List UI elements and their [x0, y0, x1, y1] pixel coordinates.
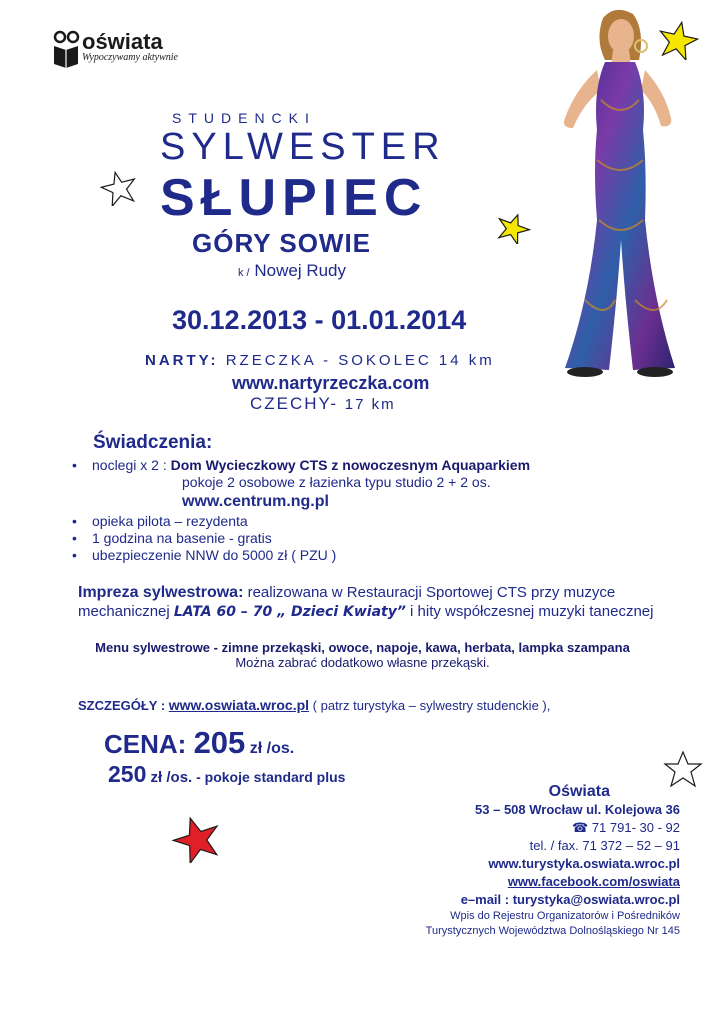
lodging-prefix: noclegi x 2 : — [92, 457, 171, 473]
lodging-place: Dom Wycieczkowy CTS z nowoczesnym Aquaparkiem — [170, 457, 531, 473]
ski-line — [145, 352, 495, 369]
near-name: Nowej Rudy — [254, 261, 347, 280]
price-line — [104, 725, 294, 761]
details-url-link[interactable]: www.oswiata.wroc.pl — [168, 697, 310, 713]
yellow-star-small-icon — [495, 212, 531, 244]
czechy-line — [250, 394, 396, 414]
details-line — [78, 697, 550, 713]
ski-label: NARTY: — [145, 352, 219, 369]
list-item — [72, 457, 530, 474]
contact-phone: 71 791- 30 - 92 — [588, 820, 680, 835]
contact-block — [426, 783, 680, 939]
party-text-2: i hity współczesnej muzyki tanecznej — [405, 603, 654, 620]
party-text-1: realizowana w Restauracji Sportowej CTS przy muzyce mechanicznej — [78, 584, 616, 620]
contact-fax: tel. / fax. 71 372 – 52 – 91 — [529, 838, 680, 853]
party-theme: LATA 60 – 70 „ Dzieci Kwiaty” — [173, 604, 406, 620]
near-town — [238, 261, 346, 281]
details-label: SZCZEGÓŁY : — [78, 698, 169, 713]
benefits-heading: Świadczenia: — [93, 432, 213, 453]
price-value: 205 — [193, 725, 246, 760]
hotel-url-link[interactable]: www.centrum.ng.pl — [182, 493, 329, 510]
lodging-rooms: pokoje 2 osobowe z łazienka typu studio 2 + 2 os. — [182, 474, 491, 490]
czechy-distance: 17 km — [344, 396, 396, 413]
registry-line-1: Wpis do Rejestru Organizatorów i Pośredników — [450, 910, 680, 922]
price-note-2: - pokoje standard plus — [192, 769, 346, 785]
near-prefix: k / — [238, 267, 250, 279]
region-title: GÓRY SOWIE — [192, 228, 372, 258]
menu-line-2: Można zabrać dodatkowo własne przekąski. — [235, 655, 490, 670]
registry-line-2: Turystycznych Województwa Dolnośląskiego Nr 145 — [425, 925, 680, 937]
contact-address: 53 – 508 Wrocław ul. Kolejowa 36 — [475, 802, 680, 817]
benefits-list — [72, 457, 530, 564]
contact-title: Oświata — [548, 783, 610, 800]
logo-name: oświata — [82, 29, 163, 54]
contact-phone-row — [426, 819, 680, 837]
price-unit: zł /os. — [245, 740, 295, 757]
price-line-2 — [108, 761, 345, 788]
list-item: • 1 godzina na basenie - gratis — [72, 530, 530, 547]
party-label: Impreza sylwestrowa: — [78, 584, 244, 601]
details-note: ( patrz turystyka – sylwestry studenckie ), — [309, 698, 551, 713]
ski-route: RZECZKA - SOKOLEC 14 km — [225, 352, 495, 369]
outline-star-icon — [100, 170, 138, 206]
czechy-label: CZECHY- — [250, 394, 338, 413]
contact-email[interactable]: e–mail : turystyka@oswiata.wroc.pl — [460, 892, 680, 907]
contact-web-link[interactable]: www.turystyka.oswiata.wroc.pl — [488, 856, 680, 871]
phone-icon: ☎ — [572, 820, 589, 835]
logo-tagline: Wypoczywamy aktywnie — [82, 52, 178, 63]
ski-url-link[interactable]: www.nartyrzeczka.com — [232, 373, 430, 393]
place-title: SŁUPIEC — [160, 169, 428, 227]
contact-facebook-link[interactable]: www.facebook.com/oswiata — [507, 874, 680, 889]
price-label: CENA: — [104, 729, 194, 759]
yellow-star-icon — [657, 20, 699, 60]
price-value-2: 250 — [108, 761, 147, 787]
logo-book-icon — [54, 32, 78, 68]
party-paragraph — [78, 583, 678, 622]
price-unit-2: zł /os. — [146, 769, 193, 786]
red-star-icon — [172, 815, 222, 863]
menu-line-1: Menu sylwestrowe - zimne przekąski, owoce, napoje, kawa, herbata, lampka szampana — [95, 640, 630, 655]
list-item: • opieka pilota – rezydenta — [72, 513, 530, 530]
sylwester-heading: SYLWESTER — [160, 126, 446, 168]
studencki-heading: STUDENCKI — [172, 110, 316, 126]
list-item: • ubezpieczenie NNW do 5000 zł ( PZU ) — [72, 547, 530, 564]
event-dates: 30.12.2013 - 01.01.2014 — [172, 305, 467, 335]
